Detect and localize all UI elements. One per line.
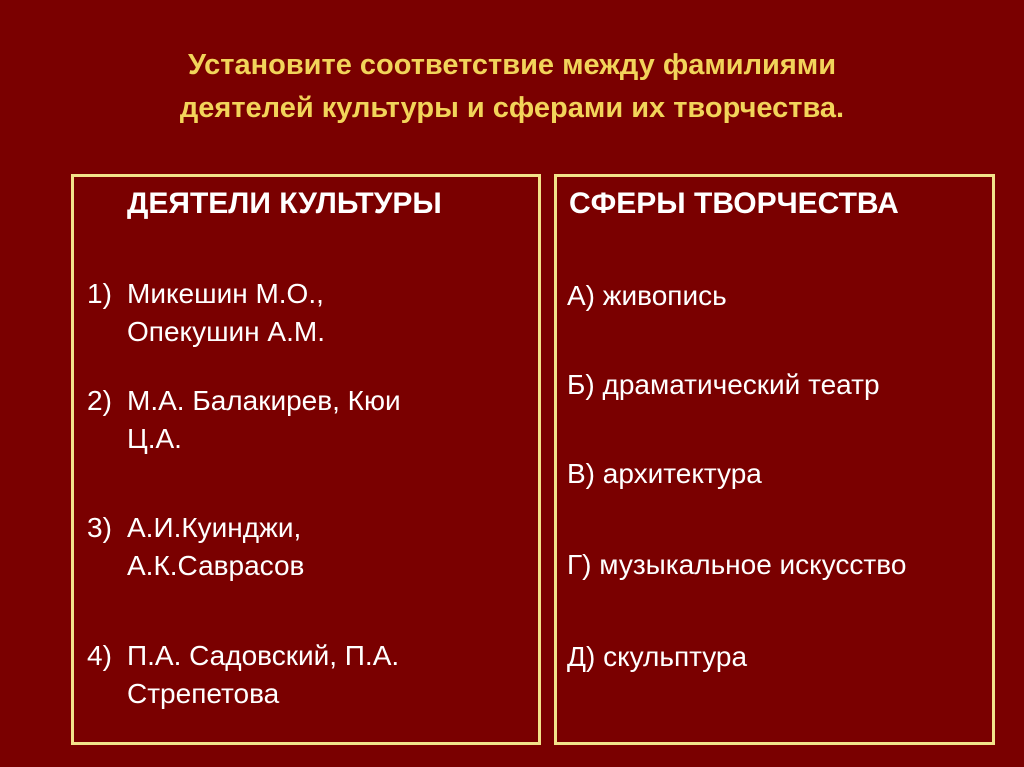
figure-item-line1: А.И.Куинджи, [127,512,302,543]
figure-item-line2: Ц.А. [127,423,182,454]
figure-item-2 [87,382,401,458]
figure-item-line2: Опекушин А.М. [127,316,325,347]
culture-figures-heading: ДЕЯТЕЛИ КУЛЬТУРЫ [127,187,442,220]
figure-item-line1: М.А. Балакирев, Кюи [127,385,401,416]
creative-spheres-heading: СФЕРЫ ТВОРЧЕСТВА [569,187,899,220]
title-line-2: деятелей культуры и сферами их творчества. [179,92,845,124]
figure-item-line2: А.К.Саврасов [127,550,305,581]
culture-figures-panel [71,174,541,745]
title-line-1: Установите соответствие между фамилиями [187,49,837,81]
slide-title [0,44,1024,130]
figure-item-line1: Микешин М.О., [127,278,324,309]
figure-item-number: 1) [87,278,112,309]
figure-item-number: 4) [87,640,112,671]
figure-item-3 [87,509,304,585]
figure-item-line2: Стрепетова [127,678,280,709]
sphere-item-d: Д) скульптура [567,641,748,672]
figure-item-number: 2) [87,385,112,416]
sphere-item-b: Б) драматический театр [567,369,880,400]
figure-item-1 [87,275,325,351]
sphere-item-v: В) архитектура [567,458,762,489]
sphere-item-g: Г) музыкальное искусство [567,549,907,580]
sphere-item-a: А) живопись [567,280,727,311]
creative-spheres-panel [554,174,995,745]
figure-item-number: 3) [87,512,112,543]
figure-item-line1: П.А. Садовский, П.А. [127,640,400,671]
figure-item-4 [87,637,399,713]
